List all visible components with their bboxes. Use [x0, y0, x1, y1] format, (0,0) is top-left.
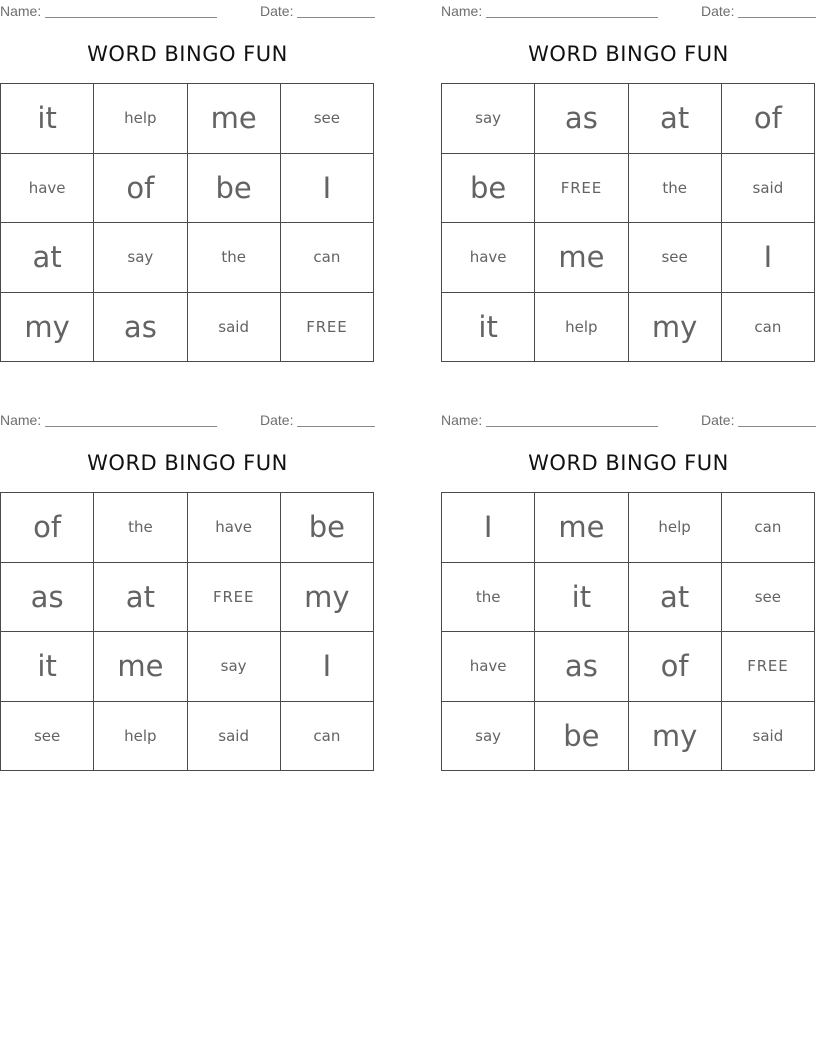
bingo-cell: my [281, 563, 374, 633]
bingo-cell: said [188, 702, 281, 772]
card-title: WORD BINGO FUN [87, 451, 288, 475]
bingo-cell: at [94, 563, 187, 633]
bingo-cell: it [535, 563, 628, 633]
card-title: WORD BINGO FUN [528, 42, 729, 66]
bingo-cell: of [1, 493, 94, 563]
bingo-cell: can [281, 702, 374, 772]
bingo-cell: of [629, 632, 722, 702]
date-blank-line [297, 426, 375, 427]
bingo-cell: have [1, 154, 94, 224]
bingo-cell: have [442, 223, 535, 293]
bingo-cell: I [281, 632, 374, 702]
bingo-cell: of [94, 154, 187, 224]
bingo-cell: be [188, 154, 281, 224]
name-label: Name: [0, 412, 42, 428]
date-blank-line [738, 426, 816, 427]
bingo-cell: see [281, 84, 374, 154]
bingo-cell: see [1, 702, 94, 772]
free-space-cell: FREE [535, 154, 628, 224]
bingo-cell: say [188, 632, 281, 702]
bingo-cell: it [442, 293, 535, 363]
bingo-cell: the [188, 223, 281, 293]
bingo-cell: me [94, 632, 187, 702]
bingo-cell: help [94, 702, 187, 772]
name-blank-line [45, 426, 217, 427]
bingo-grid [441, 83, 815, 362]
date-label: Date: [260, 3, 294, 19]
bingo-cell: it [1, 84, 94, 154]
bingo-grid [0, 492, 374, 771]
bingo-card-2 [441, 0, 816, 364]
date-label: Date: [701, 412, 735, 428]
bingo-cell: as [535, 84, 628, 154]
bingo-grid [441, 492, 815, 771]
free-space-cell: FREE [281, 293, 374, 363]
bingo-cell: me [535, 223, 628, 293]
name-label: Name: [0, 3, 42, 19]
name-blank-line [486, 17, 658, 18]
bingo-cell: help [629, 493, 722, 563]
card-header-row [0, 412, 375, 428]
bingo-cell: as [535, 632, 628, 702]
bingo-cell: can [281, 223, 374, 293]
bingo-cell: my [629, 702, 722, 772]
name-blank-line [45, 17, 217, 18]
bingo-cell: have [188, 493, 281, 563]
bingo-cell: I [281, 154, 374, 224]
bingo-cell: the [94, 493, 187, 563]
card-title: WORD BINGO FUN [528, 451, 729, 475]
bingo-cell: say [442, 702, 535, 772]
name-blank-line [486, 426, 658, 427]
bingo-cell: help [535, 293, 628, 363]
bingo-cell: be [442, 154, 535, 224]
date-label: Date: [260, 412, 294, 428]
bingo-cell: me [535, 493, 628, 563]
card-title: WORD BINGO FUN [87, 42, 288, 66]
bingo-card-4 [441, 409, 816, 773]
bingo-cell: of [722, 84, 815, 154]
bingo-cell: I [722, 223, 815, 293]
free-space-cell: FREE [722, 632, 815, 702]
free-space-cell: FREE [188, 563, 281, 633]
bingo-cell: be [281, 493, 374, 563]
bingo-cell: said [722, 702, 815, 772]
bingo-cell: at [629, 84, 722, 154]
bingo-cell: say [442, 84, 535, 154]
card-header-row [441, 3, 816, 19]
bingo-cell: help [94, 84, 187, 154]
bingo-cell: be [535, 702, 628, 772]
bingo-cell: at [1, 223, 94, 293]
card-header-row [441, 412, 816, 428]
bingo-cell: can [722, 493, 815, 563]
bingo-card-1 [0, 0, 375, 364]
bingo-cell: the [442, 563, 535, 633]
bingo-cell: the [629, 154, 722, 224]
bingo-card-3 [0, 409, 375, 773]
bingo-cell: said [722, 154, 815, 224]
bingo-cell: have [442, 632, 535, 702]
bingo-grid [0, 83, 374, 362]
bingo-cell: see [722, 563, 815, 633]
card-header-row [0, 3, 375, 19]
bingo-cell: as [1, 563, 94, 633]
date-blank-line [738, 17, 816, 18]
bingo-cell: can [722, 293, 815, 363]
bingo-cell: say [94, 223, 187, 293]
bingo-cell: see [629, 223, 722, 293]
bingo-cell: my [1, 293, 94, 363]
bingo-cell: I [442, 493, 535, 563]
bingo-cell: as [94, 293, 187, 363]
bingo-cell: me [188, 84, 281, 154]
date-label: Date: [701, 3, 735, 19]
bingo-cell: at [629, 563, 722, 633]
bingo-cell: it [1, 632, 94, 702]
name-label: Name: [441, 3, 483, 19]
bingo-cell: my [629, 293, 722, 363]
name-label: Name: [441, 412, 483, 428]
bingo-cell: said [188, 293, 281, 363]
date-blank-line [297, 17, 375, 18]
